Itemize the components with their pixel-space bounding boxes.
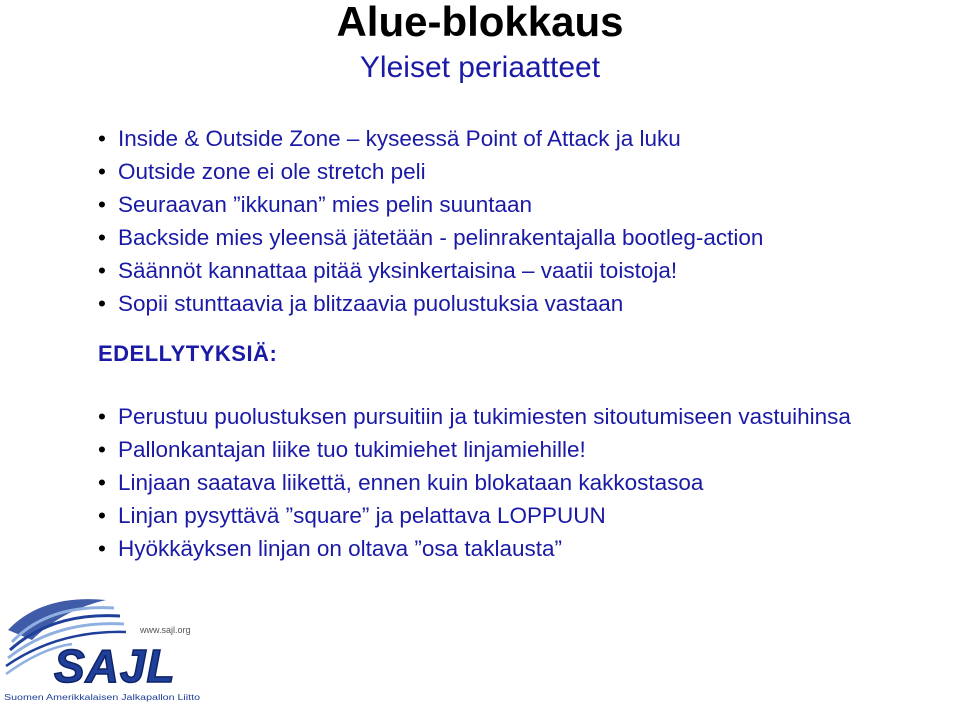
slide-subtitle: Yleiset periaatteet — [359, 51, 601, 84]
bullet-icon: • — [98, 503, 106, 528]
list-item — [98, 532, 851, 565]
principles-list — [98, 122, 763, 320]
bullet-icon: • — [98, 225, 106, 250]
bullet-icon: • — [98, 437, 106, 462]
bullet-icon: • — [98, 258, 106, 283]
requirements-heading: EDELLYTYKSIÄ: — [98, 341, 278, 366]
logo-org-name: Suomen Amerikkalaisen Jalkapallon Liitto — [4, 692, 201, 702]
requirements-list — [98, 400, 851, 565]
list-item — [98, 287, 763, 320]
list-item-text: Backside mies yleensä jätetään - pelinrakentajalla bootleg-action — [118, 225, 764, 250]
list-item-text: Linjaan saatava liikettä, ennen kuin blokataan kakkostasoa — [118, 470, 704, 495]
list-item-text: Perustuu puolustuksen pursuitiin ja tukimiesten sitoutumiseen vastuihinsa — [118, 404, 851, 429]
slide-title: Alue-blokkaus — [336, 0, 624, 45]
sajl-logo — [2, 590, 212, 704]
list-item-text: Seuraavan ”ikkunan” mies pelin suuntaan — [118, 192, 532, 217]
list-item — [98, 433, 851, 466]
list-item — [98, 400, 851, 433]
bullet-icon: • — [98, 470, 106, 495]
list-item-text: Inside & Outside Zone – kyseessä Point of Attack ja luku — [118, 126, 681, 151]
list-item-text: Pallonkantajan liike tuo tukimiehet linjamiehille! — [118, 437, 586, 462]
bullet-icon: • — [98, 126, 106, 151]
list-item — [98, 188, 763, 221]
list-item — [98, 254, 763, 287]
list-item-text: Sopii stunttaavia ja blitzaavia puolustuksia vastaan — [118, 291, 624, 316]
list-item — [98, 499, 851, 532]
bullet-icon: • — [98, 536, 106, 561]
logo-url: www.sajl.org — [140, 625, 191, 635]
list-item — [98, 221, 763, 254]
list-item — [98, 155, 763, 188]
list-item — [98, 466, 851, 499]
list-item-text: Hyökkäyksen linjan on oltava ”osa taklausta” — [118, 536, 562, 561]
logo-acronym: SAJL — [54, 640, 176, 692]
list-item-text: Säännöt kannattaa pitää yksinkertaisina – vaatii toistoja! — [118, 258, 678, 283]
list-item — [98, 122, 763, 155]
bullet-icon: • — [98, 291, 106, 316]
bullet-icon: • — [98, 159, 106, 184]
list-item-text: Outside zone ei ole stretch peli — [118, 159, 426, 184]
list-item-text: Linjan pysyttävä ”square” ja pelattava LOPPUUN — [118, 503, 606, 528]
bullet-icon: • — [98, 404, 106, 429]
bullet-icon: • — [98, 192, 106, 217]
